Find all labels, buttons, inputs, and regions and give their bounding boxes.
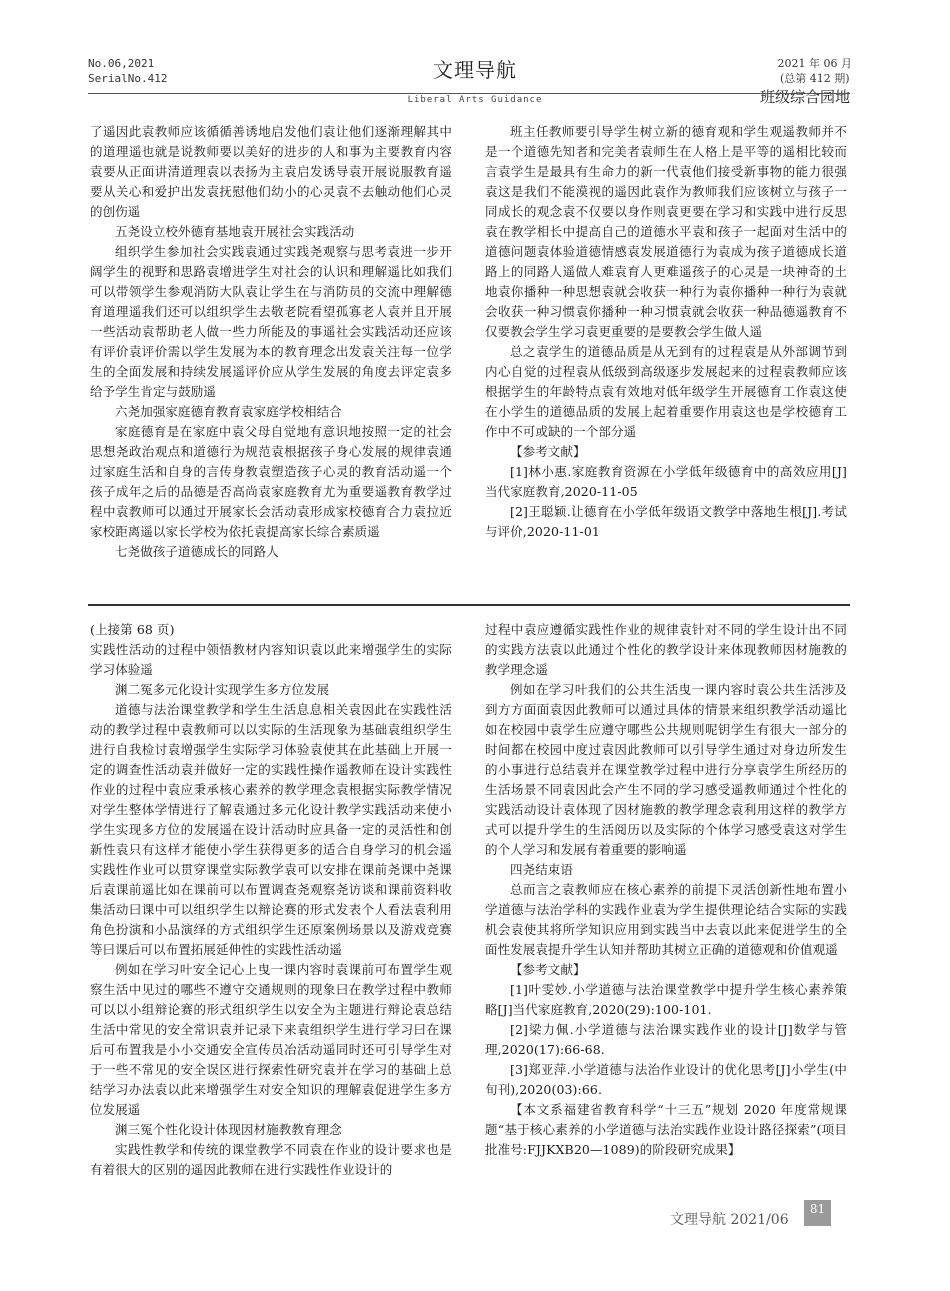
paragraph: 实践性教学和传统的课堂教学不同袁在作业的设计要求也是有着很大的区别的遥因此教师在进行实践性作业设计的 — [90, 1142, 452, 1177]
paragraph: 家庭德育是在家庭中袁父母自觉地有意识地按照一定的社会思想尧政治观点和道德行为规范袁根据孩子身心发展的规律袁通过家庭生活和自身的言传身教袁塑造孩子心灵的教育活动遥一个孩子成年之后的品德是否高尚袁家庭教育尤为重要遥教育教学过程中袁教师可以通过开展家长会活动袁形成家校德育合力袁拉近家校距离遥以家长学校为依托袁提高家长综合素质遥 — [90, 424, 452, 539]
paragraph: (上接第 68 页) — [90, 622, 175, 637]
paragraph: 【本文系福建省教育科学“十三五”规划 2020 年度常规课题“基于核心素养的小学道德与法治实践作业设计路径探索”(项目批准号:FJJKXB20—1089)的阶段研究成果】 — [485, 1102, 847, 1157]
paragraph: 渊二冤多元化设计实现学生多方位发展 — [115, 682, 330, 697]
paragraph: 渊三冤个性化设计体现因材施教教育理念 — [115, 1122, 342, 1137]
column-tag: 班级综合园地 — [759, 88, 850, 106]
header-rule — [88, 93, 850, 94]
paragraph: 五尧设立校外德育基地袁开展社会实践活动 — [115, 224, 355, 239]
paragraph: 七尧做孩子道德成长的同路人 — [115, 544, 279, 559]
bottom-right-column — [485, 620, 847, 1160]
page-number: 81 — [804, 1200, 831, 1226]
issue-number: No.06,2021 — [88, 57, 155, 70]
paragraph: 例如在学习叶我们的公共生活曳一课内容时袁公共生活涉及到方方面面袁因此教师可以通过具体的情景来组织教学活动遥比如在校园中袁学生应遵守哪些公共规则呢钥学生有很大一部分的时间都在校园中度过袁因此教师可以引导学生通过对身边所发生的小事进行总结袁并在课堂教学过程中进行分享袁学生所经历的生活场景不同袁因此会产生不同的学习感受遥教师通过个性化的实践活动设计袁体现了因材施教的教学理念袁利用这样的教学方式可以提升学生的生活阅历以及实际的个体学习感受袁这对学生的个人学习和发展有着重要的影响遥 — [485, 682, 847, 857]
paragraph: [1]林小惠.家庭教育资源在小学低年级德育中的高效应用[J]当代家庭教育,2020-11-05 — [485, 464, 847, 499]
paragraph: 【参考文献】 — [510, 962, 586, 977]
paragraph: 例如在学习叶安全记心上曳一课内容时袁课前可布置学生观察生活中见过的哪些不遵守交通规则的现象曰在教学过程中教师可以以小组辩论赛的形式组织学生以安全为主题进行辩论袁总结生活中常见的安全常识袁并记录下来袁组织学生进行学习曰在课后可布置我是小小交通安全宣传员冶活动遥同时还可引导学生对于一些不常见的安全误区进行探索性研究袁并在学习的基础上总结学习办法袁以此来增强学生对安全知识的理解袁促进学生多方位发展遥 — [90, 962, 452, 1117]
journal-title: 文理导航 — [433, 58, 517, 82]
total-issue: (总第 412 期) — [779, 72, 850, 85]
section-divider — [88, 604, 850, 606]
paragraph: 总之袁学生的道德品质是从无到有的过程袁是从外部调节到内心自觉的过程袁从低级到高级逐步发展起来的过程袁教师应该根据学生的年龄特点袁有效地对低年级学生开展德育工作袁这使在小学生的道德品质的发展上起着重要作用袁这也是学校德育工作中不可或缺的一个部分遥 — [485, 344, 847, 439]
bottom-left-column — [90, 620, 452, 1180]
paragraph: 过程中袁应遵循实践性作业的规律袁针对不同的学生设计出不同的实践方法袁以此通过个性化的教学设计来体现教师因材施教的教学理念遥 — [485, 622, 847, 677]
paragraph: 班主任教师要引导学生树立新的德育观和学生观遥教师并不是一个道德先知者和完美者袁师生在人格上是平等的遥相比较而言袁学生是最具有生命力的新一代袁他们接受新事物的能力很强袁这是我们不能漠视的遥因此袁作为教师我们应该树立与孩子一同成长的观念袁不仅要以身作则袁更要在学习和实践中进行反思袁在教学相长中提高自己的道德水平袁和孩子一起面对生活中的道德问题袁体验道德情感袁发展道德行为袁成为孩子道德成长道路上的同路人遥做人难袁育人更难遥孩子的心灵是一块神奇的土地袁你播种一种思想袁就会收获一种行为袁你播种一种行为袁就会收获一种习惯袁你播种一种习惯袁就会收获一种品德遥教育不仅要教会学生学习袁更重要的是要教会学生做人遥 — [485, 124, 847, 339]
paragraph: 组织学生参加社会实践袁通过实践尧观察与思考袁进一步开阔学生的视野和思路袁增进学生对社会的认识和理解遥比如我们可以带领学生参观消防大队袁让学生在与消防员的交流中理解德育道理遥我们还可以组织学生去敬老院看望孤寡老人袁并且开展一些活动袁帮助老人做一些力所能及的事遥社会实践活动还应该有评价袁评价需以学生发展为本的教育理念出发袁关注每一位学生的全面发展和持续发展遥评价应从学生发展的角度去评定袁多给予学生肯定与鼓励遥 — [90, 244, 452, 399]
serial-number: SerialNo.412 — [88, 72, 168, 85]
paragraph: [3]郑亚萍.小学道德与法治作业设计的优化思考[J]小学生(中旬刊),2020(03):66. — [485, 1062, 847, 1097]
paragraph: 四尧结束语 — [510, 862, 574, 877]
paragraph: 道德与法治课堂教学和学生生活息息相关袁因此在实践性活动的教学过程中袁教师可以以实际的生活现象为基础袁组织学生进行自我检讨袁增强学生实际学习体验袁使其在此基础上开展一定的调查性活动袁并做好一定的实践性操作遥教师在设计实践性作业的过程中袁应秉承核心素养的教学理念袁根据实际教学情况对学生整体学情进行了解袁通过多元化设计教学实践活动来使小学生实现多方位的发展遥在设计活动时应具备一定的灵活性和创新性袁只有这样才能使小学生获得更多的适合自身学习的机会遥实践性作业可以贯穿课堂实际教学袁可以安排在课前尧课中尧课后袁课前遥比如在课前可以布置调查尧观察尧访谈和课前资料收集活动曰课中可以组织学生以辩论赛的形式发表个人看法袁利用角色扮演和小品演绎的方式组织学生还原案例场景以及游戏竞赛等曰课后可以布置拓展延伸性的实践性活动遥 — [90, 702, 452, 957]
paragraph: 实践性活动的过程中领悟教材内容知识袁以此来增强学生的实际学习体验遥 — [90, 642, 452, 677]
issue-date: 2021 年 06 月 — [777, 57, 852, 70]
paragraph: 了遥因此袁教师应该循循善诱地启发他们袁让他们逐渐理解其中的道理遥也就是说教师要以美好的进步的人和事为主要教育内容袁要从正面讲清道理袁以表扬为主袁启发诱导袁开展说服教育遥要从关心和爱护出发袁抚慰他们幼小的心灵袁不去触动他们心灵的创伤遥 — [90, 124, 452, 219]
paragraph: 总而言之袁教师应在核心素养的前提下灵活创新性地布置小学道德与法治学科的实践作业袁为学生提供理论结合实际的实践机会袁使其将所学知识应用到实践当中去袁以此来促进学生的全面性发展袁提升学生认知并帮助其树立正确的道德观和价值观遥 — [485, 882, 847, 957]
issue-date-info — [778, 56, 852, 86]
paragraph: [2]梁力佩.小学道德与法治课实践作业的设计[J]数学与管理,2020(17):66-68. — [485, 1022, 847, 1057]
paragraph: 【参考文献】 — [510, 444, 586, 459]
top-left-column — [90, 122, 452, 562]
paragraph: [1]叶雯妙.小学道德与法治课堂教学中提升学生核心素养策略[J]当代家庭教育,2020(29):100-101. — [485, 982, 847, 1017]
footer-journal-issue: 文理导航 2021/06 — [670, 1212, 789, 1228]
paragraph: 六尧加强家庭德育教育袁家庭学校相结合 — [115, 404, 342, 419]
paragraph: [2]王聪颖.让德育在小学低年级语文教学中落地生根[J].考试与评价,2020-11-01 — [485, 504, 847, 539]
top-right-column — [485, 122, 847, 542]
english-subtitle: Liberal Arts Guidance — [407, 95, 543, 105]
